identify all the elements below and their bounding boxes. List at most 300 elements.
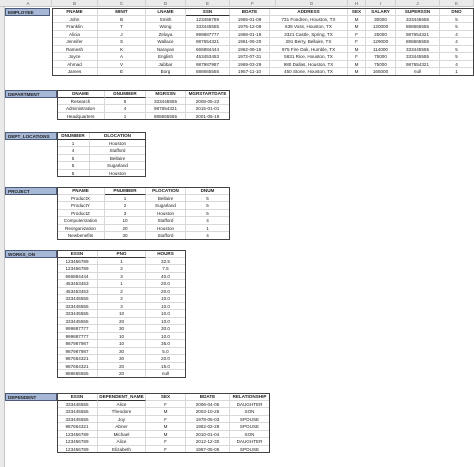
data-cell[interactable]: 3 xyxy=(98,273,146,281)
data-cell[interactable]: 3 xyxy=(98,303,146,311)
data-cell[interactable]: Ahmad xyxy=(52,61,98,69)
data-cell[interactable]: Stafford xyxy=(90,147,146,155)
table-row xyxy=(0,265,474,273)
data-cell[interactable]: Theodore xyxy=(98,408,146,416)
table-row xyxy=(0,147,474,155)
data-cell[interactable]: Ramesh xyxy=(52,46,98,54)
data-cell[interactable]: John xyxy=(52,16,98,24)
data-cell[interactable]: 975 Fire Oak, Humble, TX xyxy=(270,46,348,54)
data-cell[interactable]: F xyxy=(146,401,186,409)
data-cell[interactable]: Abner xyxy=(98,423,146,431)
data-cell[interactable]: 123456789 xyxy=(57,265,98,273)
data-cell[interactable]: Joy xyxy=(98,416,146,424)
data-cell[interactable]: Houston xyxy=(90,140,146,148)
column-heading-cell[interactable]: DNUMBER xyxy=(105,90,146,98)
data-cell[interactable]: 30 xyxy=(98,348,146,356)
data-cell[interactable]: 666884444 xyxy=(186,46,230,54)
table-row xyxy=(0,140,474,148)
data-cell[interactable]: SON xyxy=(230,431,270,439)
table-row xyxy=(0,46,474,54)
data-cell[interactable]: 1 xyxy=(440,68,474,76)
data-cell[interactable]: 333445555 xyxy=(57,318,98,326)
data-cell[interactable]: Alice xyxy=(98,438,146,446)
data-cell[interactable]: 2015-01-01 xyxy=(186,105,230,113)
table-name-cell[interactable]: DEPT_LOCATIONS xyxy=(5,132,57,140)
data-cell[interactable]: SPOUSE xyxy=(230,416,270,424)
data-cell[interactable]: James xyxy=(52,68,98,76)
data-cell[interactable]: 450 Stone, Houston, TX xyxy=(270,68,348,76)
data-cell[interactable]: 10.0 xyxy=(146,295,186,303)
data-cell[interactable]: 987987987 xyxy=(57,340,98,348)
data-cell[interactable]: B xyxy=(98,16,146,24)
table-row xyxy=(0,401,474,409)
data-cell[interactable]: 1972-07-31 xyxy=(230,53,270,61)
column-heading-cell[interactable]: MINIT xyxy=(98,8,146,16)
data-cell[interactable]: SPOUSE xyxy=(230,423,270,431)
data-cell[interactable]: 1 xyxy=(105,195,146,203)
data-cell[interactable]: 333445555 xyxy=(57,303,98,311)
data-cell[interactable]: 999887777 xyxy=(186,31,230,39)
data-cell[interactable]: Borg xyxy=(146,68,186,76)
column-heading-cell[interactable]: SEX xyxy=(146,393,186,401)
data-cell[interactable]: 2008-05-22 xyxy=(186,98,230,106)
column-heading-cell[interactable]: SALARY xyxy=(366,8,396,16)
data-cell[interactable]: 666884444 xyxy=(57,273,98,281)
column-heading-cell[interactable]: BDATE xyxy=(186,393,230,401)
column-heading-cell[interactable]: ESSN xyxy=(57,393,98,401)
data-cell[interactable]: 888665555 xyxy=(146,113,186,121)
data-cell[interactable]: Franklin xyxy=(52,23,98,31)
table-row xyxy=(0,325,474,333)
column-heading-cell[interactable]: PNUMBER xyxy=(105,187,146,195)
data-cell[interactable]: Elizabeth xyxy=(98,446,146,454)
data-cell[interactable]: Administration xyxy=(57,105,105,113)
table-name-cell[interactable]: PROJECT xyxy=(5,187,57,195)
data-cell[interactable]: 5.0 xyxy=(146,348,186,356)
data-cell[interactable]: 35.0 xyxy=(146,340,186,348)
column-header-e[interactable]: E xyxy=(186,0,230,7)
table-row xyxy=(0,280,474,288)
column-heading-cell[interactable]: MGRSSN xyxy=(146,90,186,98)
table-row xyxy=(0,340,474,348)
data-cell[interactable]: 987654321 xyxy=(186,38,230,46)
data-cell[interactable]: 7.5 xyxy=(146,265,186,273)
table-row xyxy=(0,232,474,240)
data-cell[interactable]: null xyxy=(146,370,186,378)
column-heading-cell[interactable]: RELATIONSHIP xyxy=(230,393,270,401)
column-heading-cell[interactable]: PNAME xyxy=(57,187,105,195)
data-cell[interactable]: 1975-12-08 xyxy=(230,23,270,31)
data-cell[interactable]: 20.0 xyxy=(146,355,186,363)
data-cell[interactable]: 888665555 xyxy=(57,370,98,378)
data-cell[interactable]: 333445555 xyxy=(186,23,230,31)
data-cell[interactable]: F xyxy=(348,53,366,61)
data-cell[interactable]: S xyxy=(98,38,146,46)
data-cell[interactable]: 123456789 xyxy=(57,431,98,439)
data-cell[interactable]: 3321 Castle, Spring, TX xyxy=(270,31,348,39)
data-cell[interactable]: 2006-04-05 xyxy=(186,401,230,409)
data-cell[interactable]: M xyxy=(146,423,186,431)
data-cell[interactable]: T xyxy=(98,23,146,31)
table-row xyxy=(0,446,474,454)
data-cell[interactable]: 999887777 xyxy=(57,325,98,333)
data-cell[interactable]: 987654321 xyxy=(57,355,98,363)
table-header-row xyxy=(0,8,474,16)
data-cell[interactable]: 333445555 xyxy=(57,401,98,409)
data-cell[interactable]: 10 xyxy=(98,310,146,318)
data-cell[interactable]: 333445555 xyxy=(57,295,98,303)
data-cell[interactable]: E xyxy=(98,68,146,76)
column-header-bar xyxy=(0,0,474,7)
data-cell[interactable]: Houston xyxy=(146,210,186,218)
column-heading-cell[interactable]: LNAME xyxy=(146,8,186,16)
data-cell[interactable]: Newbenefits xyxy=(57,232,105,240)
data-cell[interactable]: 2003-10-25 xyxy=(186,408,230,416)
data-cell[interactable]: 10 xyxy=(98,340,146,348)
data-cell[interactable]: F xyxy=(146,416,186,424)
table-row xyxy=(0,98,474,106)
data-cell[interactable]: F xyxy=(146,446,186,454)
table-row xyxy=(0,258,474,266)
data-cell[interactable]: 123456789 xyxy=(186,16,230,24)
table-row xyxy=(0,363,474,371)
column-heading-cell[interactable]: DLOCATION xyxy=(90,132,146,140)
data-cell[interactable]: 4 xyxy=(105,105,146,113)
data-cell[interactable]: 987654321 xyxy=(396,31,440,39)
data-cell[interactable]: DAUGHTER xyxy=(230,438,270,446)
table-row xyxy=(0,348,474,356)
table-row xyxy=(0,155,474,163)
column-header-k[interactable]: K xyxy=(440,0,474,7)
data-cell[interactable]: 333445555 xyxy=(57,310,98,318)
data-cell[interactable]: M xyxy=(146,431,186,439)
column-header-f[interactable]: F xyxy=(230,0,276,7)
data-cell[interactable]: 333445555 xyxy=(396,46,440,54)
table-row xyxy=(0,38,474,46)
data-cell[interactable]: 1969-03-29 xyxy=(230,61,270,69)
data-cell[interactable]: ProductZ xyxy=(57,210,105,218)
table-row xyxy=(0,195,474,203)
data-cell[interactable]: SON xyxy=(230,408,270,416)
data-cell[interactable]: 3 xyxy=(105,210,146,218)
table-row xyxy=(0,68,474,76)
column-header-g[interactable]: G xyxy=(276,0,348,7)
table-header-row xyxy=(0,393,474,401)
table-name-cell[interactable]: WORKS_ON xyxy=(5,250,57,258)
data-cell[interactable]: 10 xyxy=(105,217,146,225)
data-cell[interactable]: 20 xyxy=(98,370,146,378)
data-cell[interactable]: 2012-12-30 xyxy=(186,438,230,446)
data-cell[interactable]: F xyxy=(348,31,366,39)
data-cell[interactable]: M xyxy=(348,16,366,24)
data-cell[interactable]: 114000 xyxy=(366,46,396,54)
data-cell[interactable]: Reorganization xyxy=(57,225,105,233)
data-cell[interactable]: 10 xyxy=(98,333,146,341)
column-header-c[interactable]: C xyxy=(98,0,146,7)
table-name-cell[interactable]: EMPLOYEE xyxy=(5,8,50,16)
data-cell[interactable]: 999887777 xyxy=(57,333,98,341)
data-cell[interactable]: ProductY xyxy=(57,202,105,210)
data-cell[interactable]: A xyxy=(98,53,146,61)
data-cell[interactable]: 1 xyxy=(98,258,146,266)
data-cell[interactable]: 1961-06-20 xyxy=(230,38,270,46)
table-row xyxy=(0,16,474,24)
data-cell[interactable]: 30 xyxy=(105,232,146,240)
data-cell[interactable]: M xyxy=(348,23,366,31)
table-row xyxy=(0,217,474,225)
table-row xyxy=(0,31,474,39)
column-heading-cell[interactable]: SUPERSSN xyxy=(396,8,440,16)
table-header-row xyxy=(0,132,474,140)
data-cell[interactable]: F xyxy=(348,38,366,46)
data-cell[interactable]: 1987-05-05 xyxy=(186,446,230,454)
column-heading-cell[interactable]: DNUM xyxy=(186,187,230,195)
column-heading-cell[interactable]: FNAME xyxy=(52,8,98,16)
data-cell[interactable]: Zelaya xyxy=(146,31,186,39)
data-cell[interactable]: 165000 xyxy=(366,68,396,76)
data-cell[interactable]: 20.0 xyxy=(146,280,186,288)
data-cell[interactable]: 1968-01-19 xyxy=(230,31,270,39)
column-heading-cell[interactable]: DNAME xyxy=(57,90,105,98)
table-row xyxy=(0,423,474,431)
data-cell[interactable]: Houston xyxy=(146,225,186,233)
data-cell[interactable]: Alicia xyxy=(52,31,98,39)
table-row xyxy=(0,288,474,296)
column-heading-cell[interactable]: SEX xyxy=(348,8,366,16)
data-cell[interactable]: V xyxy=(98,61,146,69)
data-cell[interactable]: 4 xyxy=(57,147,90,155)
data-cell[interactable]: 30 xyxy=(98,355,146,363)
table-row xyxy=(0,23,474,31)
data-cell[interactable]: 5 xyxy=(105,98,146,106)
data-cell[interactable]: 453453453 xyxy=(186,53,230,61)
data-cell[interactable]: Jabbar xyxy=(146,61,186,69)
data-cell[interactable]: Houston xyxy=(90,170,146,178)
data-cell[interactable]: M xyxy=(348,61,366,69)
data-cell[interactable]: M xyxy=(146,408,186,416)
column-heading-cell[interactable]: PLOCATION xyxy=(146,187,186,195)
column-header-i[interactable]: I xyxy=(366,0,396,7)
data-cell[interactable]: Michael xyxy=(98,431,146,439)
data-cell[interactable]: Wallace xyxy=(146,38,186,46)
data-cell[interactable]: 5 xyxy=(440,23,474,31)
data-cell[interactable]: 888665555 xyxy=(396,38,440,46)
data-cell[interactable]: 1965-01-09 xyxy=(230,16,270,24)
data-cell[interactable]: 20 xyxy=(105,225,146,233)
data-cell[interactable]: 1978-05-03 xyxy=(186,416,230,424)
data-cell[interactable]: 2 xyxy=(98,288,146,296)
data-cell[interactable]: F xyxy=(146,438,186,446)
data-cell[interactable]: 1 xyxy=(105,113,146,121)
data-cell[interactable]: 30000 xyxy=(366,16,396,24)
data-cell[interactable]: 333445555 xyxy=(396,16,440,24)
data-cell[interactable]: 453453453 xyxy=(57,288,98,296)
data-cell[interactable]: 987654321 xyxy=(396,61,440,69)
data-cell[interactable]: 20 xyxy=(98,363,146,371)
data-cell[interactable]: 10.0 xyxy=(146,318,186,326)
column-header-d[interactable]: D xyxy=(146,0,186,7)
data-cell[interactable]: 1962-02-28 xyxy=(186,423,230,431)
data-cell[interactable]: 1962-09-15 xyxy=(230,46,270,54)
data-cell[interactable]: 2001-06-19 xyxy=(186,113,230,121)
data-cell[interactable]: 5 xyxy=(186,195,230,203)
data-cell[interactable]: Jennifer xyxy=(52,38,98,46)
data-cell[interactable]: DAUGHTER xyxy=(230,401,270,409)
column-heading-cell[interactable]: HOURS xyxy=(146,250,186,258)
data-cell[interactable]: 333445555 xyxy=(57,416,98,424)
data-cell[interactable]: 30 xyxy=(98,325,146,333)
data-cell[interactable]: English xyxy=(146,53,186,61)
column-heading-cell[interactable]: DEPENDENT_NAME xyxy=(98,393,146,401)
column-heading-cell[interactable]: PNO xyxy=(98,250,146,258)
table-row xyxy=(0,416,474,424)
data-cell[interactable]: 980 Dallas, Houston, TX xyxy=(270,61,348,69)
data-cell[interactable]: 10.0 xyxy=(146,303,186,311)
data-cell[interactable]: 5 xyxy=(186,210,230,218)
data-cell[interactable]: 32.5 xyxy=(146,258,186,266)
table-row xyxy=(0,303,474,311)
data-cell[interactable]: Bellaire xyxy=(146,195,186,203)
data-cell[interactable]: 333445555 xyxy=(57,408,98,416)
data-cell[interactable]: 291 Berry, Bellaire, TX xyxy=(270,38,348,46)
data-cell[interactable]: 120000 xyxy=(366,23,396,31)
data-cell[interactable]: K xyxy=(98,46,146,54)
data-cell[interactable]: 5 xyxy=(57,162,90,170)
data-cell[interactable]: 333445555 xyxy=(146,98,186,106)
data-cell[interactable]: 10.0 xyxy=(146,310,186,318)
column-heading-cell[interactable]: ADDRESS xyxy=(270,8,348,16)
data-cell[interactable]: 123456789 xyxy=(57,446,98,454)
table-row xyxy=(0,408,474,416)
data-cell[interactable]: 987987987 xyxy=(186,61,230,69)
table-row xyxy=(0,333,474,341)
data-cell[interactable]: Smith xyxy=(146,16,186,24)
column-heading-cell[interactable]: BDATE xyxy=(230,8,270,16)
data-cell[interactable]: 888665555 xyxy=(186,68,230,76)
data-cell[interactable]: 5 xyxy=(57,155,90,163)
table-row xyxy=(0,310,474,318)
data-cell[interactable]: 129000 xyxy=(366,38,396,46)
data-cell[interactable]: Research xyxy=(57,98,105,106)
column-heading-cell[interactable]: SSN xyxy=(186,8,230,16)
data-cell[interactable]: Sugarland xyxy=(146,202,186,210)
data-cell[interactable]: 638 Voss, Houston, TX xyxy=(270,23,348,31)
table-row xyxy=(0,225,474,233)
data-cell[interactable]: 75000 xyxy=(366,61,396,69)
data-cell[interactable]: 123456789 xyxy=(57,258,98,266)
data-cell[interactable]: M xyxy=(348,46,366,54)
column-heading-cell[interactable]: ESSN xyxy=(57,250,98,258)
data-cell[interactable]: Sugarland xyxy=(90,162,146,170)
table-row xyxy=(0,438,474,446)
data-cell[interactable]: 4 xyxy=(440,38,474,46)
data-cell[interactable]: 987654321 xyxy=(146,105,186,113)
data-cell[interactable]: 2 xyxy=(98,265,146,273)
data-cell[interactable]: 5 xyxy=(440,46,474,54)
data-cell[interactable]: 4 xyxy=(440,31,474,39)
data-cell[interactable]: 40.0 xyxy=(146,273,186,281)
data-cell[interactable]: 4 xyxy=(186,217,230,225)
data-cell[interactable]: null xyxy=(396,68,440,76)
table-row xyxy=(0,273,474,281)
data-cell[interactable]: 5 xyxy=(440,16,474,24)
column-header-j[interactable]: J xyxy=(396,0,440,7)
table-row xyxy=(0,210,474,218)
data-cell[interactable]: 5631 Rice, Houston, TX xyxy=(270,53,348,61)
table-row xyxy=(0,431,474,439)
column-header-a[interactable]: A xyxy=(5,0,52,7)
data-cell[interactable]: Narayan xyxy=(146,46,186,54)
data-cell[interactable]: 123456789 xyxy=(57,438,98,446)
data-cell[interactable]: 1 xyxy=(186,225,230,233)
data-cell[interactable]: Computerization xyxy=(57,217,105,225)
data-cell[interactable]: 15.0 xyxy=(146,363,186,371)
data-cell[interactable]: 1 xyxy=(57,140,90,148)
data-cell[interactable]: M xyxy=(348,68,366,76)
column-heading-cell[interactable]: DNUMBER xyxy=(57,132,90,140)
data-cell[interactable]: 2 xyxy=(98,295,146,303)
data-cell[interactable]: 731 Fondren, Houston, TX xyxy=(270,16,348,24)
data-cell[interactable]: Alice xyxy=(98,401,146,409)
data-cell[interactable]: 987654321 xyxy=(57,363,98,371)
table-row xyxy=(0,355,474,363)
table-row xyxy=(0,53,474,61)
table-row xyxy=(0,113,474,121)
data-cell[interactable]: SPOUSE xyxy=(230,446,270,454)
data-cell[interactable]: 4 xyxy=(186,232,230,240)
data-cell[interactable]: Headquarters xyxy=(57,113,105,121)
data-cell[interactable]: 5 xyxy=(57,170,90,178)
data-cell[interactable]: J xyxy=(98,31,146,39)
data-cell[interactable]: ProductX xyxy=(57,195,105,203)
data-cell[interactable]: 25000 xyxy=(366,31,396,39)
data-cell[interactable]: 1 xyxy=(98,280,146,288)
table-row xyxy=(0,370,474,378)
data-cell[interactable]: 10.0 xyxy=(146,333,186,341)
data-cell[interactable]: Bellaire xyxy=(90,155,146,163)
table-name-cell[interactable]: DEPENDENT xyxy=(5,393,57,401)
data-cell[interactable]: 987987987 xyxy=(57,348,98,356)
data-cell[interactable]: 20 xyxy=(98,318,146,326)
data-cell[interactable]: 453453453 xyxy=(57,280,98,288)
data-cell[interactable]: Stafford xyxy=(146,217,186,225)
column-header-b[interactable]: B xyxy=(52,0,98,7)
data-cell[interactable]: 2010-01-04 xyxy=(186,431,230,439)
data-cell[interactable]: Stafford xyxy=(146,232,186,240)
data-cell[interactable]: 2 xyxy=(105,202,146,210)
table-row xyxy=(0,295,474,303)
data-cell[interactable]: 1957-11-10 xyxy=(230,68,270,76)
data-cell[interactable]: 30.0 xyxy=(146,325,186,333)
table-name-cell[interactable]: DEPARTMENT xyxy=(5,90,57,98)
data-cell[interactable]: 5 xyxy=(440,53,474,61)
data-cell[interactable]: 5 xyxy=(186,202,230,210)
data-cell[interactable]: 20.0 xyxy=(146,288,186,296)
data-cell[interactable]: Wong xyxy=(146,23,186,31)
data-cell[interactable]: 333445555 xyxy=(396,53,440,61)
data-cell[interactable]: 987654321 xyxy=(57,423,98,431)
column-heading-cell[interactable]: DNO xyxy=(440,8,474,16)
data-cell[interactable]: 888665555 xyxy=(396,23,440,31)
data-cell[interactable]: Joyce xyxy=(52,53,98,61)
data-cell[interactable]: 4 xyxy=(440,61,474,69)
table-row xyxy=(0,61,474,69)
data-cell[interactable]: 75000 xyxy=(366,53,396,61)
table-row xyxy=(0,170,474,178)
column-header-h[interactable]: H xyxy=(348,0,366,7)
column-heading-cell[interactable]: MGRSTARTDATE xyxy=(186,90,230,98)
table-header-row xyxy=(0,90,474,98)
